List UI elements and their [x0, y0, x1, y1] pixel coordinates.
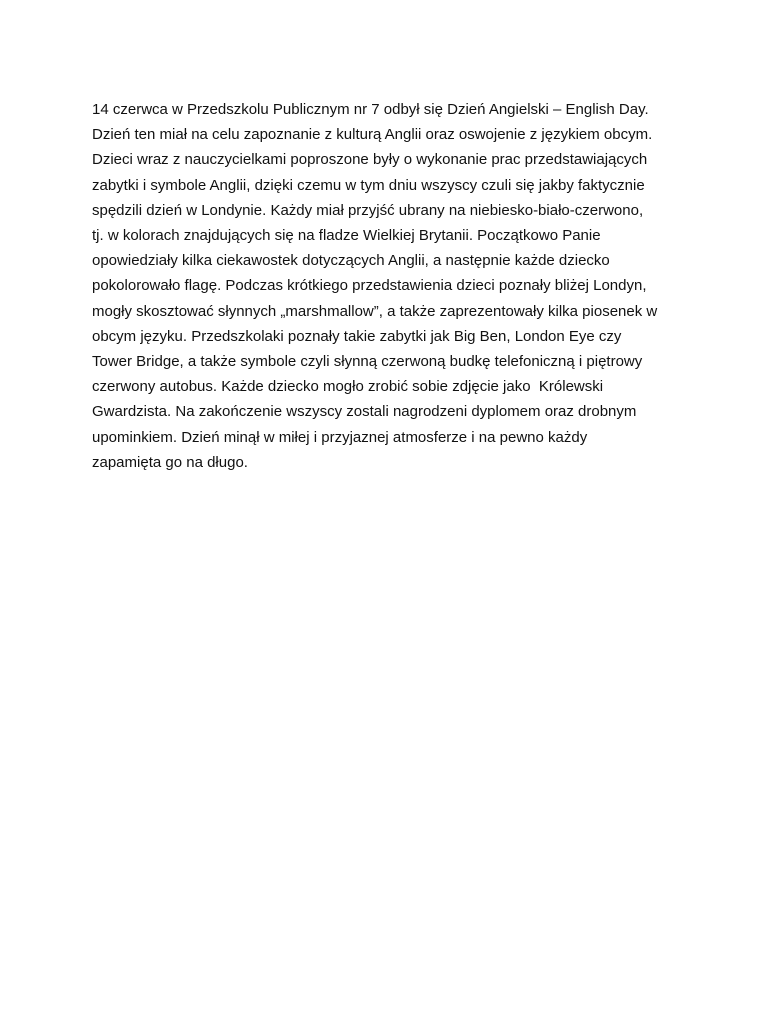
paragraph-line: Dzieci wraz z nauczycielkami poproszone były o wykonanie prac przedstawiających — [92, 151, 648, 169]
paragraph-line: Tower Bridge, a także symbole czyli słynną czerwoną budkę telefoniczną i piętrowy — [92, 353, 643, 371]
paragraph-line: tj. w kolorach znajdujących się na fladze Wielkiej Brytanii. Początkowo Panie — [92, 227, 601, 245]
paragraph-line: mogły skosztować słynnych „marshmallow”, a także zaprezentowały kilka piosenek w — [92, 302, 658, 320]
paragraph-line: zapamięta go na długo. — [92, 453, 248, 471]
paragraph-line: 14 czerwca w Przedszkolu Publicznym nr 7 odbył się Dzień Angielski – English Day. — [92, 101, 649, 118]
paragraph-line: Dzień ten miał na celu zapoznanie z kulturą Anglii oraz oswojenie z językiem obcym. — [92, 126, 653, 144]
paragraph-line: czerwony autobus. Każde dziecko mogło zrobić sobie zdjęcie jako Królewski — [92, 378, 604, 396]
paragraph-line: pokolorowało flagę. Podczas krótkiego przedstawienia dzieci poznały bliżej Londyn, — [92, 277, 647, 295]
paragraph-line: opowiedziały kilka ciekawostek dotyczących Anglii, a następnie każde dziecko — [92, 252, 610, 270]
paragraph-line: spędzili dzień w Londynie. Każdy miał przyjść ubrany na niebiesko-biało-czerwono, — [92, 201, 644, 219]
paragraph-line: upominkiem. Dzień minął w miłej i przyjaznej atmosferze i na pewno każdy — [92, 428, 588, 446]
paragraph-line: obcym języku. Przedszkolaki poznały takie zabytki jak Big Ben, London Eye czy — [92, 327, 622, 345]
article-paragraph — [92, 97, 692, 475]
paragraph-line: zabytki i symbole Anglii, dzięki czemu w tym dniu wszyscy czuli się jakby faktycznie — [92, 176, 645, 194]
paragraph-line: Gwardzista. Na zakończenie wszyscy zostali nagrodzeni dyplomem oraz drobnym — [92, 403, 637, 421]
